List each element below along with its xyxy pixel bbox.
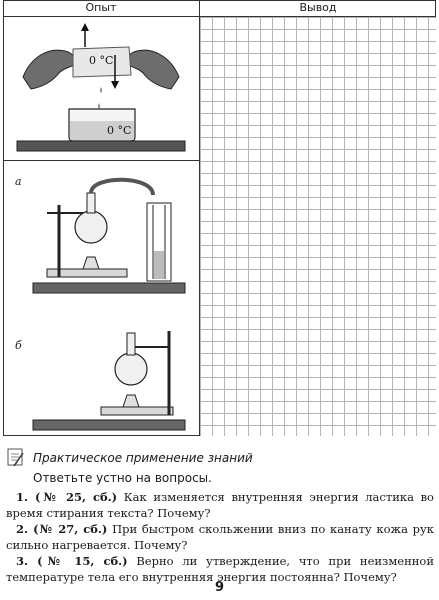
question-number: 2. (№ 27, сб.) [16, 522, 108, 536]
arrow-up-icon [81, 23, 89, 31]
experiment-table [3, 0, 436, 436]
right-hand-icon [126, 50, 179, 89]
burner-icon [123, 395, 139, 407]
practice-subtitle: Ответьте устно на вопросы. [33, 471, 212, 485]
water-temp-label: 0 °C [107, 124, 132, 137]
sub-label-a: а [15, 175, 22, 188]
header-experiment: Опыт [85, 1, 117, 14]
heated-flask-illustration [3, 325, 199, 435]
ice-temp-label: 0 °C [89, 54, 114, 67]
header-conclusion: Вывод [299, 1, 337, 14]
question-number: 3. (№ 15, сб.) [16, 554, 128, 568]
burner-icon [83, 257, 99, 269]
flask-icon [75, 211, 107, 243]
flask-icon [115, 353, 147, 385]
question-text: Как изменяется внутренняя энергия ластика во время стирания текста? Почему? [6, 490, 434, 520]
question-number: 1. (№ 25, сб.) [16, 490, 118, 504]
question-text: Верно ли утверждение, что при неизменной температуре тела его внутренняя энергия постоянна? Почему? [6, 554, 435, 584]
question-text: При быстром скольжении вниз по канату кожа рук сильно нагревается. Почему? [6, 522, 434, 552]
conclusion-grid[interactable] [200, 17, 436, 436]
left-hand-icon [23, 50, 76, 89]
practice-title: Практическое применение знаний [33, 451, 253, 465]
arrow-down-icon [111, 81, 119, 89]
question-1 [6, 489, 434, 521]
page-number: 9 [214, 580, 225, 595]
flask-manometer-illustration [3, 165, 199, 315]
stand-base [17, 141, 185, 151]
question-2 [6, 521, 434, 553]
ice-melting-illustration [3, 17, 199, 160]
pencil-note-icon [6, 447, 26, 469]
sub-label-b: б [15, 339, 22, 352]
